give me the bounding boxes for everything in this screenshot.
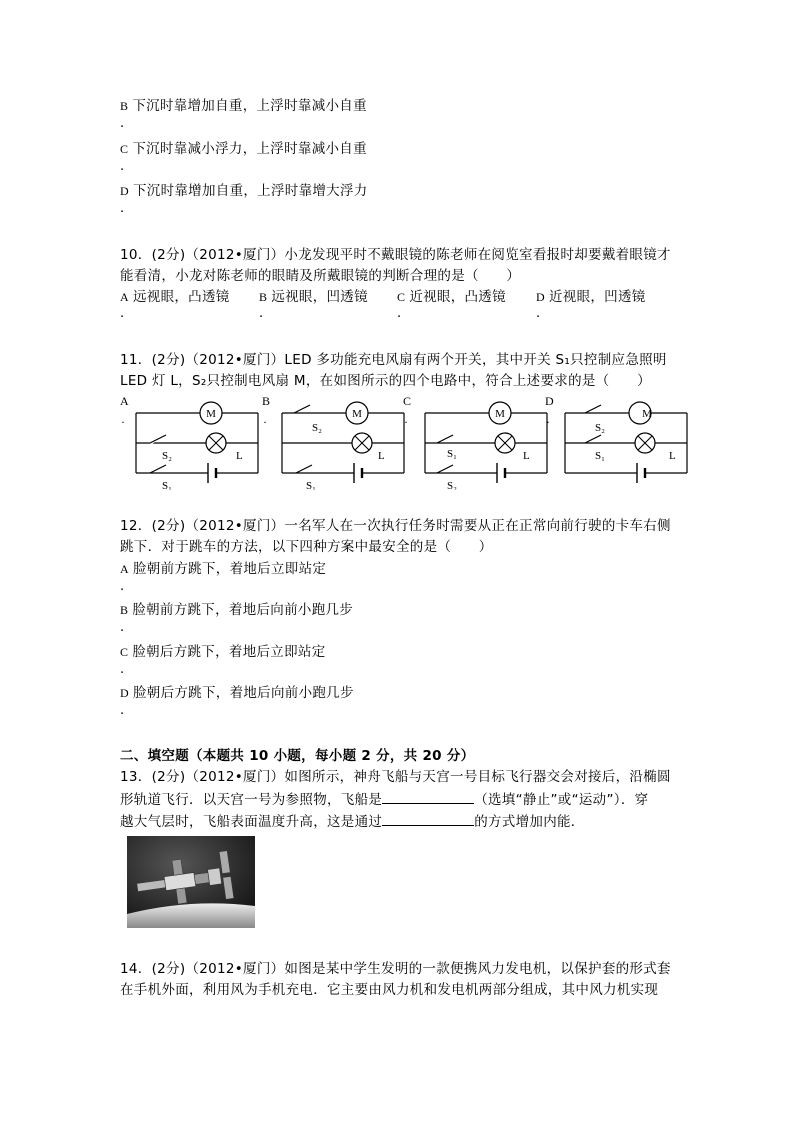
motor-label: M [495,408,505,420]
q13-stem-line3: 越大气层时，飞船表面温度升高，这是通过 的方式增加内能． [120,811,585,832]
svg-text:·: · [404,415,408,429]
circuit-b [262,394,404,490]
svg-text:·: · [263,415,267,429]
circuit-c [403,394,547,490]
q9-option-b: B 下沉时靠增加自重，上浮时靠减小自重 [120,98,367,114]
q14-stem-line1: 14．(2分)（2012•厦门）如图是某中学生发明的一款便携风力发电机，以保护套的形式套 [120,961,671,977]
option-dot: · [120,310,125,325]
q13-stem-line1: 13．(2分)（2012•厦门）如图所示，神舟飞船与天宫一号目标飞行器交会对接后，沿椭圆 [120,769,671,785]
motor-label: M [206,408,216,420]
answer-blank[interactable] [382,789,474,804]
q9-option-d: D 下沉时靠增加自重，上浮时靠增大浮力 [120,183,368,199]
q10-stem-line1: 10．(2分)（2012•厦门）小龙发现平时不戴眼镜的陈老师在阅览室看报时却要戴着眼镜才 [120,247,671,263]
option-dot: · [120,707,125,722]
option-dot: · [120,666,125,681]
spacecraft-docking-photo [127,836,255,928]
q12-option-a: A 脸朝前方跳下，着地后立即站定 [120,561,327,577]
q11-circuit-diagrams [0,390,794,490]
circuit-label: A [120,394,129,408]
q12-option-b: B 脸朝前方跳下，着地后向前小跑几步 [120,602,354,618]
option-dot: · [259,310,264,325]
lamp-label: L [236,450,243,462]
switch-label: S₂ [312,422,322,434]
q11-stem-line1: 11．(2分)（2012•厦门）LED 多功能充电风扇有两个开关，其中开关 S₁只控制应急照明 [120,352,667,368]
switch-label: S₂ [447,480,457,490]
switch-label: S₁ [162,480,172,490]
q14-stem-line2: 在手机外面，利用风为手机充电．它主要由风力机和发电机两部分组成，其中风力机实现 [120,982,659,998]
q10-option-c: C 近视眼，凸透镜 [397,289,506,305]
q12-stem-line1: 12．(2分)（2012•厦门）一名军人在一次执行任务时需要从正在正常向前行驶的卡车右侧 [120,518,671,534]
q10-option-a: A 远视眼，凸透镜 [120,289,230,305]
option-dot: · [120,583,125,598]
switch-label: S₁ [595,450,605,462]
motor-label: M [642,408,652,420]
q12-option-d: D 脸朝后方跳下，着地后向前小跑几步 [120,685,354,701]
option-dot: · [120,624,125,639]
option-dot: · [397,310,402,325]
option-dot: · [536,310,541,325]
switch-label: S₁ [306,480,316,490]
motor-label: M [352,408,362,420]
switch-label: S₁ [447,448,457,460]
lamp-label: L [669,450,676,462]
lamp-label: L [378,450,385,462]
q12-stem-line2: 跳下．对于跳车的方法，以下四种方案中最安全的是（ ） [120,539,493,555]
q10-option-d: D 近视眼，凹透镜 [536,289,646,305]
section-title: 二、填空题（本题共 10 小题，每小题 2 分，共 20 分） [120,748,475,764]
svg-text:·: · [121,415,125,429]
q13-stem-line2: 形轨道飞行．以天宫一号为参照物，飞船是 （选填“静止”或“运动”）．穿 [120,789,648,810]
switch-label: S₂ [595,422,605,434]
option-dot: · [120,120,125,135]
q9-option-c: C 下沉时靠减小浮力，上浮时靠减小自重 [120,141,367,157]
option-dot: · [120,205,125,220]
option-dot: · [120,163,125,178]
circuit-label: B [262,394,271,408]
circuit-label: D [545,394,554,408]
circuit-a [120,394,258,490]
answer-blank[interactable] [382,811,474,826]
q11-stem-line2: LED 灯 L，S₂只控制电风扇 M，在如图所示的四个电路中，符合上述要求的是（ ） [120,373,651,389]
q10-option-b: B 远视眼，凹透镜 [259,289,368,305]
q10-stem-line2: 能看清，小龙对陈老师的眼睛及所戴眼镜的判断合理的是（ ） [120,268,521,284]
circuit-d [545,394,687,483]
q12-option-c: C 脸朝后方跳下，着地后立即站定 [120,644,326,660]
lamp-label: L [523,450,530,462]
switch-label: S₂ [162,450,172,462]
circuit-label: C [403,394,412,408]
svg-text:·: · [546,415,550,429]
